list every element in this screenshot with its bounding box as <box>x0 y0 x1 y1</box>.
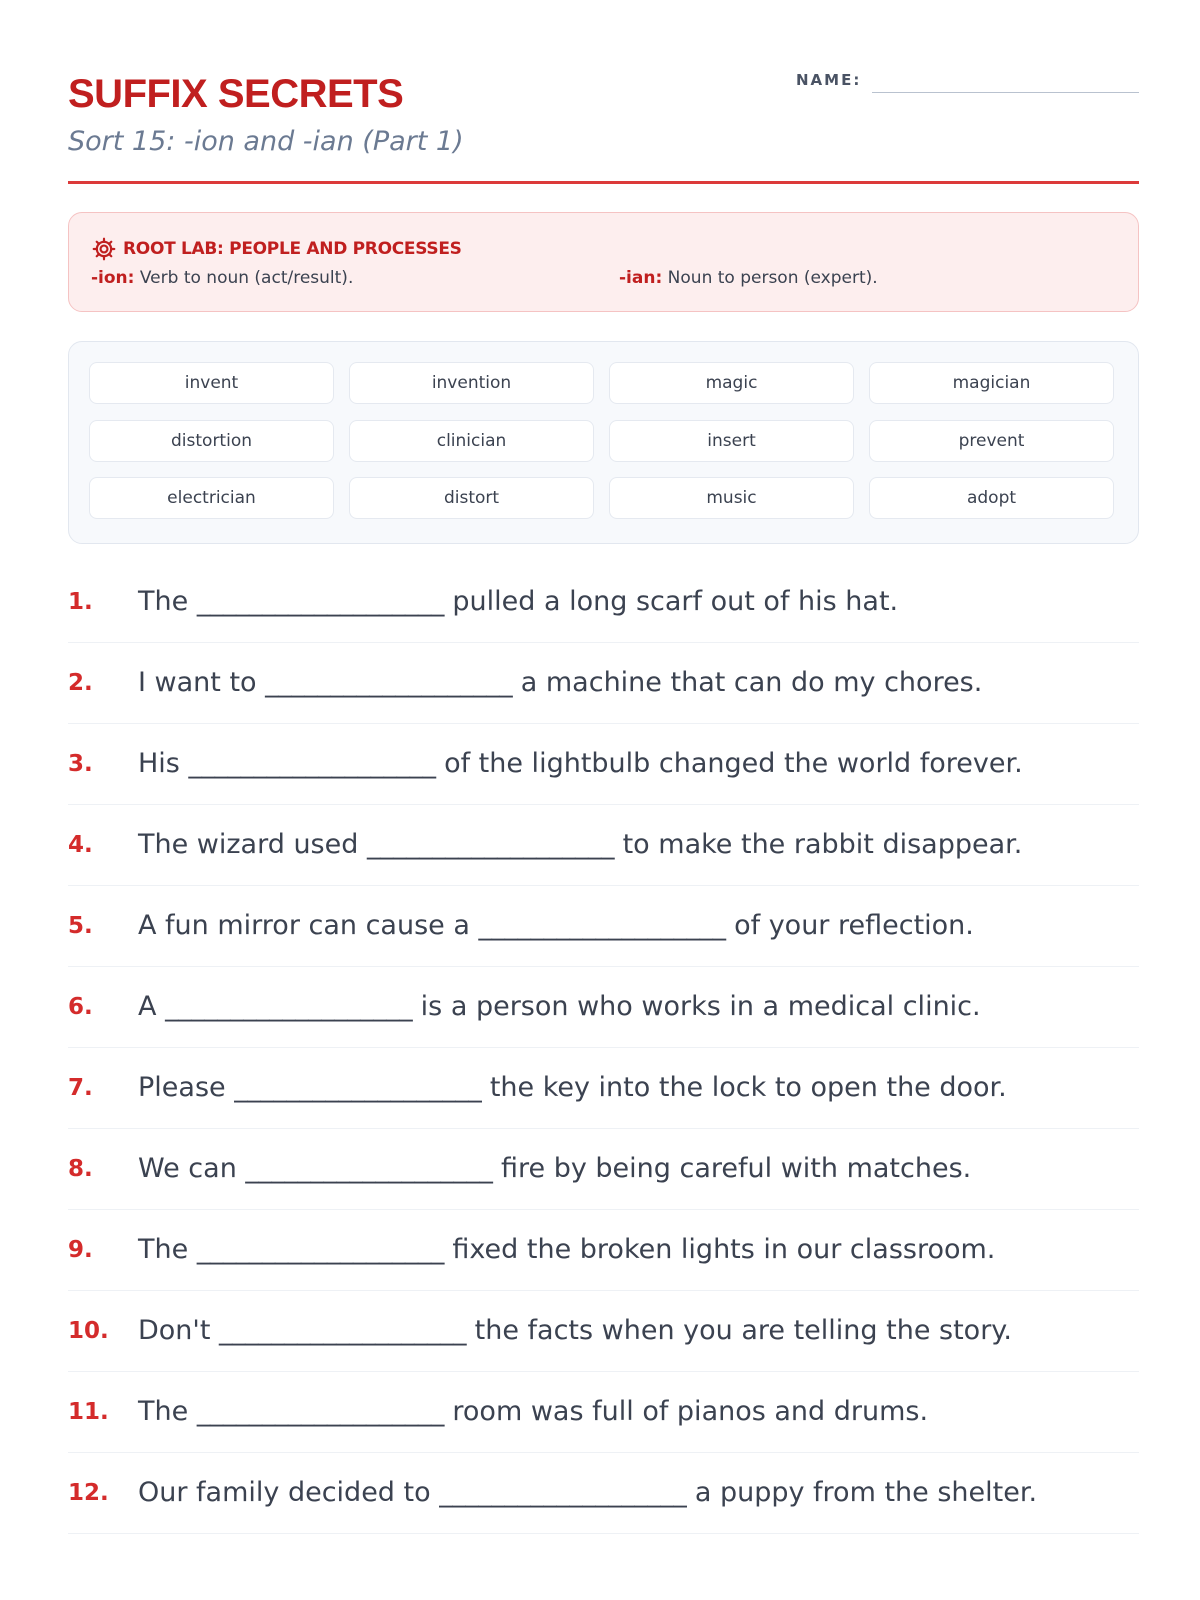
rule-suffix: -ian: <box>619 268 663 288</box>
name-label: NAME: <box>796 71 862 89</box>
sentence-before: The <box>138 1396 189 1427</box>
word-chip: magician <box>869 362 1114 404</box>
sentence-after: is a person who works in a medical clinic. <box>420 991 981 1022</box>
sentence-after: a puppy from the shelter. <box>694 1477 1038 1508</box>
word-bank <box>68 341 1139 544</box>
sentence-number: 5. <box>68 913 93 939</box>
sentence-text <box>138 906 974 946</box>
word-chip: invent <box>89 362 334 404</box>
sentence-item <box>68 1291 1139 1372</box>
answer-blank[interactable]: ___________________ <box>219 1315 467 1346</box>
sentence-item <box>68 1453 1139 1534</box>
sentence-after: of your reflection. <box>734 910 974 941</box>
sentence-item <box>68 724 1139 805</box>
worksheet-header <box>68 0 1139 184</box>
sentence-before: We can <box>138 1153 237 1184</box>
answer-blank[interactable]: ___________________ <box>196 1396 444 1427</box>
sentence-after: room was full of pianos and drums. <box>452 1396 929 1427</box>
sentence-after: to make the rabbit disappear. <box>622 829 1023 860</box>
sentence-after: the facts when you are telling the story. <box>474 1315 1013 1346</box>
answer-blank[interactable]: ___________________ <box>366 829 614 860</box>
answer-blank[interactable]: ___________________ <box>196 586 444 617</box>
word-chip: electrician <box>89 477 334 519</box>
word-chip: invention <box>349 362 594 404</box>
sentence-item <box>68 1048 1139 1129</box>
sentence-item <box>68 805 1139 886</box>
word-chip: distortion <box>89 420 334 462</box>
sentence-before: I want to <box>138 667 257 698</box>
sentence-before: A <box>138 991 157 1022</box>
gear-icon <box>91 236 117 262</box>
sentence-item <box>68 886 1139 967</box>
sentence-after: the key into the lock to open the door. <box>489 1072 1007 1103</box>
sentence-number: 6. <box>68 994 93 1020</box>
answer-blank[interactable]: ___________________ <box>165 991 413 1022</box>
rule-ian <box>619 268 878 288</box>
sentence-number: 4. <box>68 832 93 858</box>
sentence-text <box>138 1392 928 1432</box>
sentence-number: 8. <box>68 1156 93 1182</box>
sentence-text <box>138 1068 1007 1108</box>
sentence-after: a machine that can do my chores. <box>520 667 983 698</box>
rule-description: Verb to noun (act/result). <box>139 268 354 288</box>
sentence-before: Don't <box>138 1315 211 1346</box>
answer-blank[interactable]: ___________________ <box>188 748 436 779</box>
word-chip: distort <box>349 477 594 519</box>
rule-suffix: -ion: <box>91 268 135 288</box>
sentence-item <box>68 562 1139 643</box>
word-chip: music <box>609 477 854 519</box>
sentence-text <box>138 663 982 703</box>
rule-description: Noun to person (expert). <box>667 268 878 288</box>
sentence-item <box>68 1372 1139 1453</box>
sentence-number: 12. <box>68 1480 109 1506</box>
sentence-before: The <box>138 1234 189 1265</box>
answer-blank[interactable]: ___________________ <box>265 667 513 698</box>
sentence-number: 11. <box>68 1399 109 1425</box>
sentence-after: fire by being careful with matches. <box>501 1153 972 1184</box>
sentence-text <box>138 1149 971 1189</box>
root-lab-heading <box>91 236 462 262</box>
sentence-number: 7. <box>68 1075 93 1101</box>
sentence-text <box>138 1311 1012 1351</box>
sentence-after: of the lightbulb changed the world forever. <box>444 748 1023 779</box>
name-input-line[interactable] <box>872 92 1139 93</box>
sentence-text <box>138 582 898 622</box>
sentence-before: Please <box>138 1072 226 1103</box>
word-chip: clinician <box>349 420 594 462</box>
sentence-before: His <box>138 748 180 779</box>
sentence-text <box>138 744 1023 784</box>
sentence-item <box>68 967 1139 1048</box>
page-subtitle: Sort 15: -ion and -ian (Part 1) <box>68 126 464 157</box>
word-chip: insert <box>609 420 854 462</box>
sentence-text <box>138 1230 995 1270</box>
sentence-item <box>68 643 1139 724</box>
answer-blank[interactable]: ___________________ <box>478 910 726 941</box>
sentence-text <box>138 825 1022 865</box>
sentence-text <box>138 1473 1037 1513</box>
sentence-number: 2. <box>68 670 93 696</box>
worksheet-page <box>68 0 1139 1508</box>
page-title: SUFFIX SECRETS <box>68 72 404 116</box>
answer-blank[interactable]: ___________________ <box>245 1153 493 1184</box>
sentence-before: The wizard used <box>138 829 359 860</box>
sentence-number: 3. <box>68 751 93 777</box>
word-chip: adopt <box>869 477 1114 519</box>
word-chip: magic <box>609 362 854 404</box>
answer-blank[interactable]: ___________________ <box>234 1072 482 1103</box>
sentence-before: Our family decided to <box>138 1477 431 1508</box>
root-lab-heading-text: ROOT LAB: PEOPLE AND PROCESSES <box>123 239 462 259</box>
sentence-number: 1. <box>68 589 93 615</box>
sentence-before: The <box>138 586 189 617</box>
sentence-after: pulled a long scarf out of his hat. <box>452 586 899 617</box>
sentence-item <box>68 1210 1139 1291</box>
answer-blank[interactable]: ___________________ <box>196 1234 444 1265</box>
sentence-before: A fun mirror can cause a <box>138 910 470 941</box>
word-chip: prevent <box>869 420 1114 462</box>
sentence-text <box>138 987 981 1027</box>
rule-ion <box>91 268 353 288</box>
root-lab-box <box>68 212 1139 312</box>
sentence-item <box>68 1129 1139 1210</box>
sentence-number: 9. <box>68 1237 93 1263</box>
sentence-number: 10. <box>68 1318 109 1344</box>
sentence-after: fixed the broken lights in our classroom. <box>452 1234 996 1265</box>
answer-blank[interactable]: ___________________ <box>439 1477 687 1508</box>
